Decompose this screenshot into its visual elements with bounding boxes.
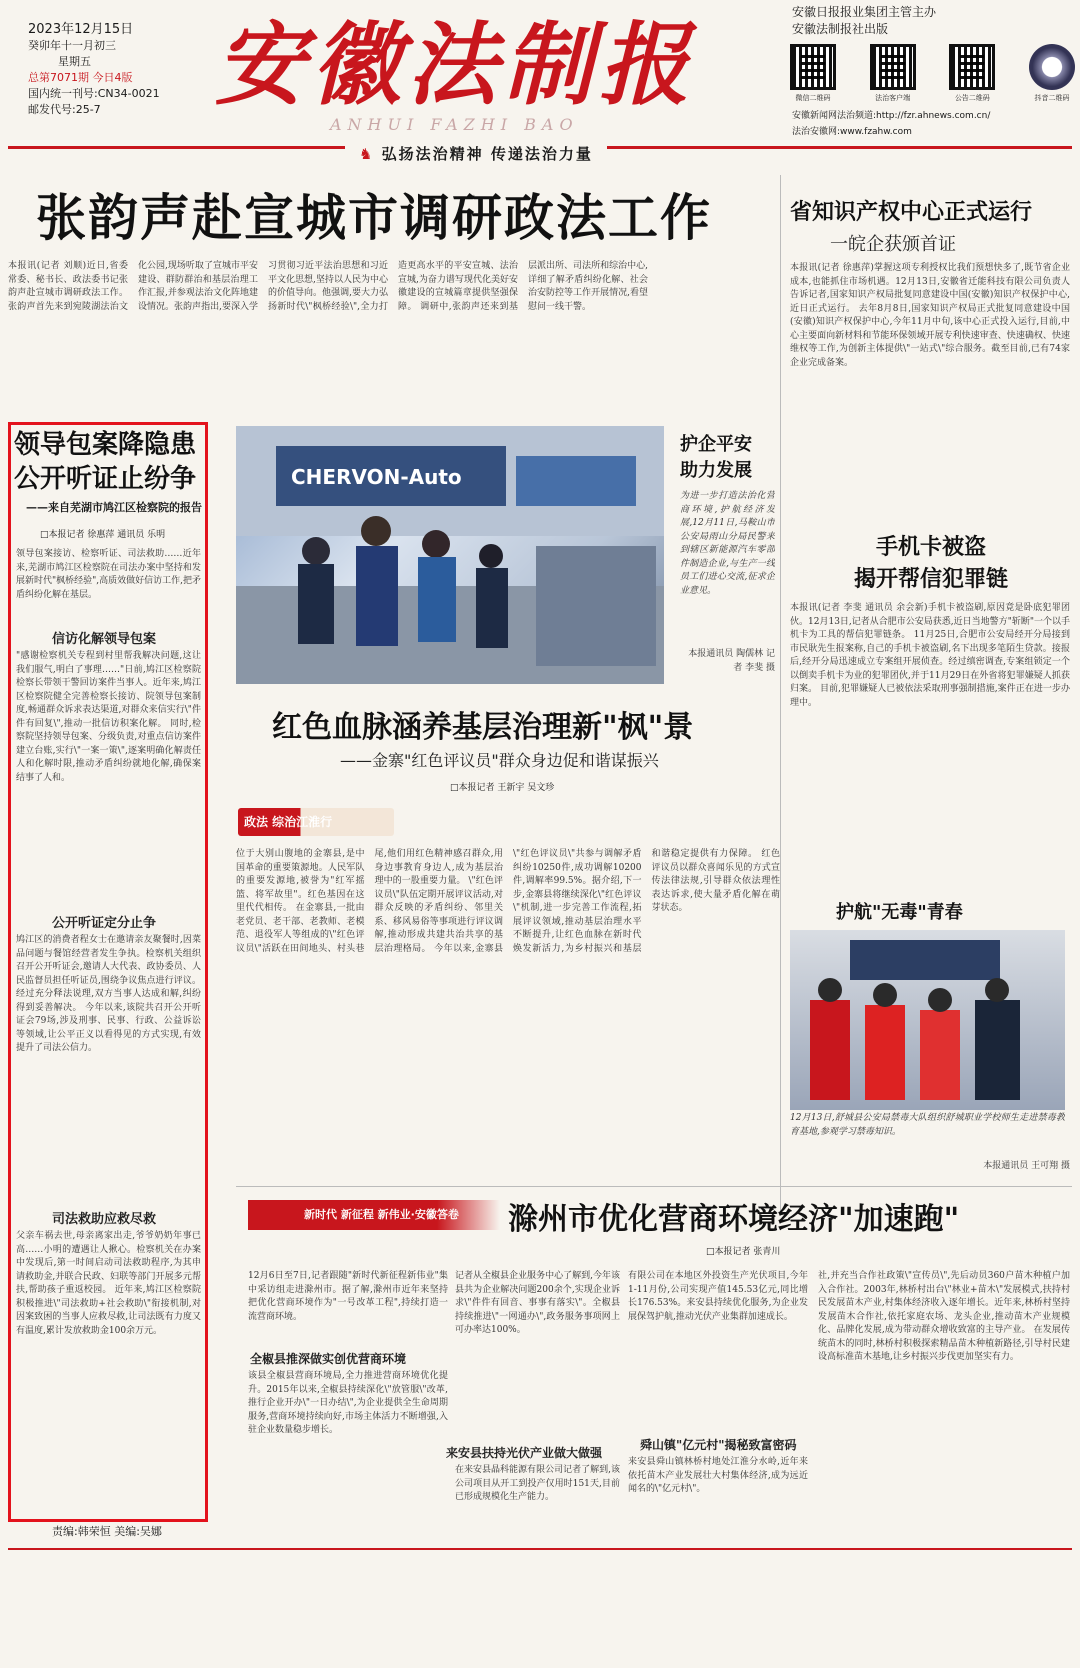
chuzhou-byline: □本报记者 张青川 — [706, 1247, 781, 1257]
feature-byline: □本报记者 徐惠萍 通讯员 乐明 — [40, 530, 166, 540]
issue-date: 2023年12月15日 — [28, 22, 134, 37]
chuzhou-sub-3: 舜山镇"亿元村"揭秘致富密码 — [640, 1438, 797, 1452]
editors: 责编:韩荣恒 美编:吴娜 — [52, 1525, 162, 1538]
column-label: 政法 综治江淮行 — [238, 808, 394, 836]
police-visit-photo — [236, 426, 664, 684]
red-story-headline[interactable]: 红色血脉涵养基层治理新"枫"景 — [272, 710, 694, 745]
photo-title: 护企平安 助力发展 — [680, 434, 752, 481]
svg-text:CHERVON-Auto: CHERVON-Auto — [291, 465, 462, 489]
chuzhou-col-3: 有限公司在本地区外投资生产光伏项目,今年1-11月份,公司实现产值145.53亿元,同比增长176.53%。来安县持续优化服务,为企业发展保驾护航,推动光伏产业集群加速成长。 — [628, 1271, 808, 1322]
phone-body: 本报讯(记者 李斐 通讯员 余会新)手机卡被盗刷,原因竟是卧底犯罪团伙。12月13日,记者从合肥市公安局获悉,近日当地警方"斩断"一个以手机卡为工具的帮信犯罪链条。 11月25日,合肥市公安局经开分局接到市民耿先生报案称,自己的手机卡被盗刷,名下出现多笔陌生贷款。接报后,经开分局迅速成立专案组开展侦查。经过缜密调查,专案组锁定一个以倒卖手机卡为业的犯罪团伙,并于11月29日在外省将犯罪嫌疑人抓获归案。 目前,犯罪嫌疑人已被依法采取刑事强制措施,案件正在进一步办理中。 — [790, 603, 1070, 708]
lion-icon: ♞ — [359, 145, 382, 163]
issue-number: 总第7071期 今日4版 — [28, 71, 133, 84]
chuzhou-sub-2-body: 在来安县晶科能源有限公司记者了解到,该公司项目从开工到投产仅用时151天,目前已形成规模化生产能力。 — [455, 1465, 620, 1502]
masthead-info — [28, 22, 208, 118]
feature-section-2-body: 鸠江区的消费者程女士在邀请亲友聚餐时,因菜品问题与餐馆经营者发生争执。检察机关组织召开公开听证会,邀请人大代表、政协委员、人民监督员担任听证员,围绕争议焦点进行评议。经过充分释法说理,双方当事人达成和解,纠纷得到妥善解决。 今年以来,该院共召开公开听证会79场,涉及刑事、民事、行政、公益诉讼等领域,让公平正义以看得见的方式实现,有效提升了司法公信力。 — [16, 935, 201, 1053]
chuzhou-headline[interactable]: 滁州市优化营商环境经济"加速跑" — [508, 1202, 960, 1237]
qr-wechat[interactable]: 微信二维码 — [790, 44, 836, 106]
publisher-info — [792, 4, 1072, 38]
feature-section-3: 司法救助应救尽救 — [52, 1212, 157, 1227]
chuzhou-col-4: 社,并充当合作社政策\"宣传员\",先后动员360户苗木种植户加入合作社。2003年,林桥村出台\"林业+苗木\"发展模式,扶持村民发展苗木产业,村集体经济收入逐年增长。近年来,林桥村坚持发展苗木合作社,依托家庭农场、龙头企业,推动苗木产业规模化、品牌化发展,成为带动群众增收致富的主导产业。 在发展传统苗木的同时,林桥村积极探索精品苗木种植新路径,引导村民建设高标准苗木基地,让乡村振兴步伐更加坚实有力。 — [818, 1271, 1070, 1362]
chuzhou-col-2: 记者从全椒县企业服务中心了解到,今年该县共为企业解决问题200余个,实现企业诉求\"件件有回音、事事有落实\"。全椒县持续推进\"一网通办\",政务服务事项网上可办率达100%。 — [455, 1271, 620, 1335]
antidrug-credit: 本报通讯员 王可翔 摄 — [983, 1161, 1070, 1171]
photo-caption-text: 为进一步打造法治化营商环境,护航经济发展,12月11日,马鞍山市公安局雨山分局民警来到辖区新能源汽车零部件制造企业,与生产一线员工们进心交流,征求企业意见。 — [680, 491, 775, 596]
footer-rule — [8, 1548, 1072, 1550]
feature-section-1: 信访化解领导包案 — [52, 632, 157, 647]
lead-headline[interactable]: 张韵声赴宣城市调研政法工作 — [36, 189, 712, 247]
feature-section-3-body: 父亲车祸去世,母亲离家出走,爷爷奶奶年事已高……小明的遭遇让人揪心。检察机关在办案中发现后,第一时间启动司法救助程序,为其申请救助金,并联合民政、妇联等部门开展多元帮扶,帮助孩子重返校园。 近年来,鸠江区检察院积极推进\"司法救助+社会救助\"衔接机制,对因案致困的当事人应救尽救,让司法既有力度又有温度,累计发放救助金100余万元。 — [16, 1231, 201, 1336]
factory-scene-icon — [236, 426, 664, 684]
feature-intro: 领导包案接访、检察听证、司法救助……近年来,芜湖市鸠江区检察院在司法办案中坚持和发展新时代"枫桥经验",高质效做好信访工作,把矛盾纠纷化解在基层。 — [16, 549, 201, 600]
qr-client[interactable]: 法治客户端 — [870, 44, 916, 106]
ip-subhead: 一皖企获颁首证 — [830, 234, 956, 255]
photo-credit: 本报通讯员 陶儒林 记者 李斐 摄 — [688, 649, 775, 673]
qr-notice[interactable]: 公告二维码 — [949, 44, 995, 106]
chuzhou-sub-1-body: 该县全椒县营商环境局,全力推进营商环境优化提升。2015年以来,全椒县持续深化\"放管服\"改革,推行企业开办\"一日办结\",为企业提供全生命周期服务,营商环境持续向好,市场主体活力不断增强,入驻企业数量稳步增长。 — [248, 1371, 448, 1435]
lunar-date: 癸卯年十一月初三 — [28, 39, 116, 52]
chuzhou-intro: 12月6日至7日,记者跟随"新时代新征程新伟业"集中采访组走进滁州市。据了解,滁州市近年来坚持把优化营商环境作为"一号改革工程",持续打造一流营商环境。 — [248, 1271, 448, 1322]
websites — [792, 108, 1077, 140]
antidrug-photo — [790, 930, 1065, 1110]
red-story-body: 位于大别山腹地的金寨县,是中国革命的重要策源地。人民军队的重要发源地,被誉为"红军摇篮、将军故里"。红色基因在这里代代相传。 在金寨县,一批由老党员、老干部、老教师、老模范、退役军人等组成的\"红色评议员\"活跃在田间地头、村头巷尾,他们用红色精神感召群众,用身边事教育身边人,成为基层治理中的一股重要力量。 \"红色评议员\"队伍定期开展评议活动,对群众反映的矛盾纠纷、邻里关系、移风易俗等事项进行评议调解,推动形成共建共治共享的基层治理格局。 今年以来,金寨县\"红色评议员\"共参与调解矛盾纠纷10250件,成功调解10200件,调解率99.5%。据介绍,下一步,金寨县将继续深化\"红色评议\"机制,进一步完善工作流程,拓展评议领域,推动基层治理水平不断提升,让红色血脉在新时代焕发新活力,为乡村振兴和基层和谐稳定提供有力保障。 红色评议员以群众喜闻乐见的方式宣传法律法规,引导群众依法理性表达诉求,使大量矛盾化解在萌芽状态。 — [236, 849, 780, 954]
postal-code: 邮发代号:25-7 — [28, 103, 101, 116]
ip-body: 本报讯(记者 徐惠萍)掌握这项专利授权比我们预想快多了,既节省企业成本,也能抓住市场机遇。12月13日,安徽省迁能科技有限公司负责人告诉记者,国家知识产权局批复同意建设中国(安徽)知识产权保护中心,近日正式运行。 去年8月8日,国家知识产权局正式批复同意建设中国(安徽)知识产权保护中心,今年11月中旬,该中心正式投入运行,目前,中心主要面向新材料和节能环保领域开展专利快速审查、快速确权、快速维权等工作,为创新主体提供\"一站式\"综合服务。截至目前,已有74家企业完成备案。 — [790, 263, 1070, 368]
section-divider — [236, 1186, 1072, 1187]
qr-code-icon — [790, 44, 836, 90]
antidrug-headline[interactable]: 护航"无毒"青春 — [836, 902, 963, 923]
weekday: 星期五 — [58, 55, 91, 68]
red-story-subtitle: ——金寨"红色评议员"群众身边促和谐谋振兴 — [340, 751, 659, 770]
website-1[interactable]: 安徽新闻网法治频道:http://fzr.ahnews.com.cn/ — [792, 111, 991, 121]
slogan: ♞ 弘扬法治精神 传递法治力量 — [345, 143, 607, 164]
column-divider — [780, 175, 781, 1215]
douyin-logo-icon — [1029, 44, 1075, 90]
feature-section-2: 公开听证定分止争 — [52, 916, 157, 931]
lead-body: 本报讯(记者 刘顺)近日,省委常委、秘书长、政法委书记张韵声赴宣城市调研政法工作。 张韵声首先来到宛陵湖法治文化公园,现场听取了宣城市平安建设、群防群治和基层治理工作汇报,并参观法治文化阵地建设情况。张韵声指出,要深入学习贯彻习近平法治思想和习近平文化思想,坚持以人民为中心的价值导向。他强调,要大力弘扬新时代\"枫桥经验\",全力打造更高水平的平安宣城、法治宣城,为奋力谱写现代化美好安徽建设的宣城篇章提供坚强保障。 调研中,张韵声还来到基层派出所、司法所和综治中心,详细了解矛盾纠纷化解、社会治安防控等工作开展情况,看望慰问一线干警。 — [8, 261, 648, 312]
qr-douyin[interactable]: 抖音二维码 — [1029, 44, 1075, 106]
qr-code-icon — [870, 44, 916, 90]
newspaper-title: 安徽法制报 — [215, 12, 695, 118]
series-banner: 新时代 新征程 新伟业·安徽答卷 — [248, 1200, 500, 1230]
chuzhou-sub-3-body: 来安县舜山镇林桥村地处江淮分水岭,近年来依托苗木产业发展壮大村集体经济,成为远近闻名的\"亿元村\"。 — [628, 1457, 808, 1494]
publisher-line-1: 安徽日报报业集团主管主办 — [792, 5, 937, 19]
antidrug-caption: 12月13日,舒城县公安局禁毒大队组织舒城职业学校师生走进禁毒教育基地,参观学习禁毒知识。 — [790, 1113, 1065, 1137]
phone-headline[interactable]: 手机卡被盗 揭开帮信犯罪链 — [853, 535, 1008, 592]
qr-code-icon — [949, 44, 995, 90]
newspaper-pinyin: ANHUI FAZHI BAO — [330, 115, 579, 134]
students-scene-icon — [790, 930, 1065, 1110]
chuzhou-sub-2: 来安县扶持光伏产业做大做强 — [446, 1446, 603, 1460]
website-2[interactable]: 法治安徽网:www.fzahw.com — [792, 127, 912, 137]
feature-headline[interactable]: 领导包案降隐患 公开听证止纷争 — [14, 430, 197, 494]
qr-row — [790, 44, 1075, 106]
cn-number: 国内统一刊号:CN34-0021 — [28, 87, 160, 100]
chuzhou-sub-1: 全椒县推深做实创优营商环境 — [250, 1352, 407, 1366]
ip-headline[interactable]: 省知识产权中心正式运行 — [790, 200, 1033, 225]
red-story-byline: □本报记者 王新宇 吴文珍 — [450, 783, 555, 793]
feature-subtitle: ——来自芜湖市鸠江区检察院的报告 — [26, 501, 202, 514]
publisher-line-2: 安徽法制报社出版 — [792, 22, 889, 36]
feature-section-1-body: "感谢检察机关专程到村里帮我解决问题,这让我们服气,明白了事理……"日前,鸠江区检察院检察长带领干警回访案件当事人。近年来,鸠江区检察院健全完善检察长接访、院领导包案制度,畅通群众诉求表达渠道,对群众来信实行\"件件有回复\",推动一批信访积案化解。 同时,检察院坚持领导包案、分级负责,对重点信访案件建立台账,实行\"一案一策\",逐案明确化解责任人和化解时限,推动矛盾纠纷就地化解,确保案结事了人和。 — [16, 651, 201, 783]
